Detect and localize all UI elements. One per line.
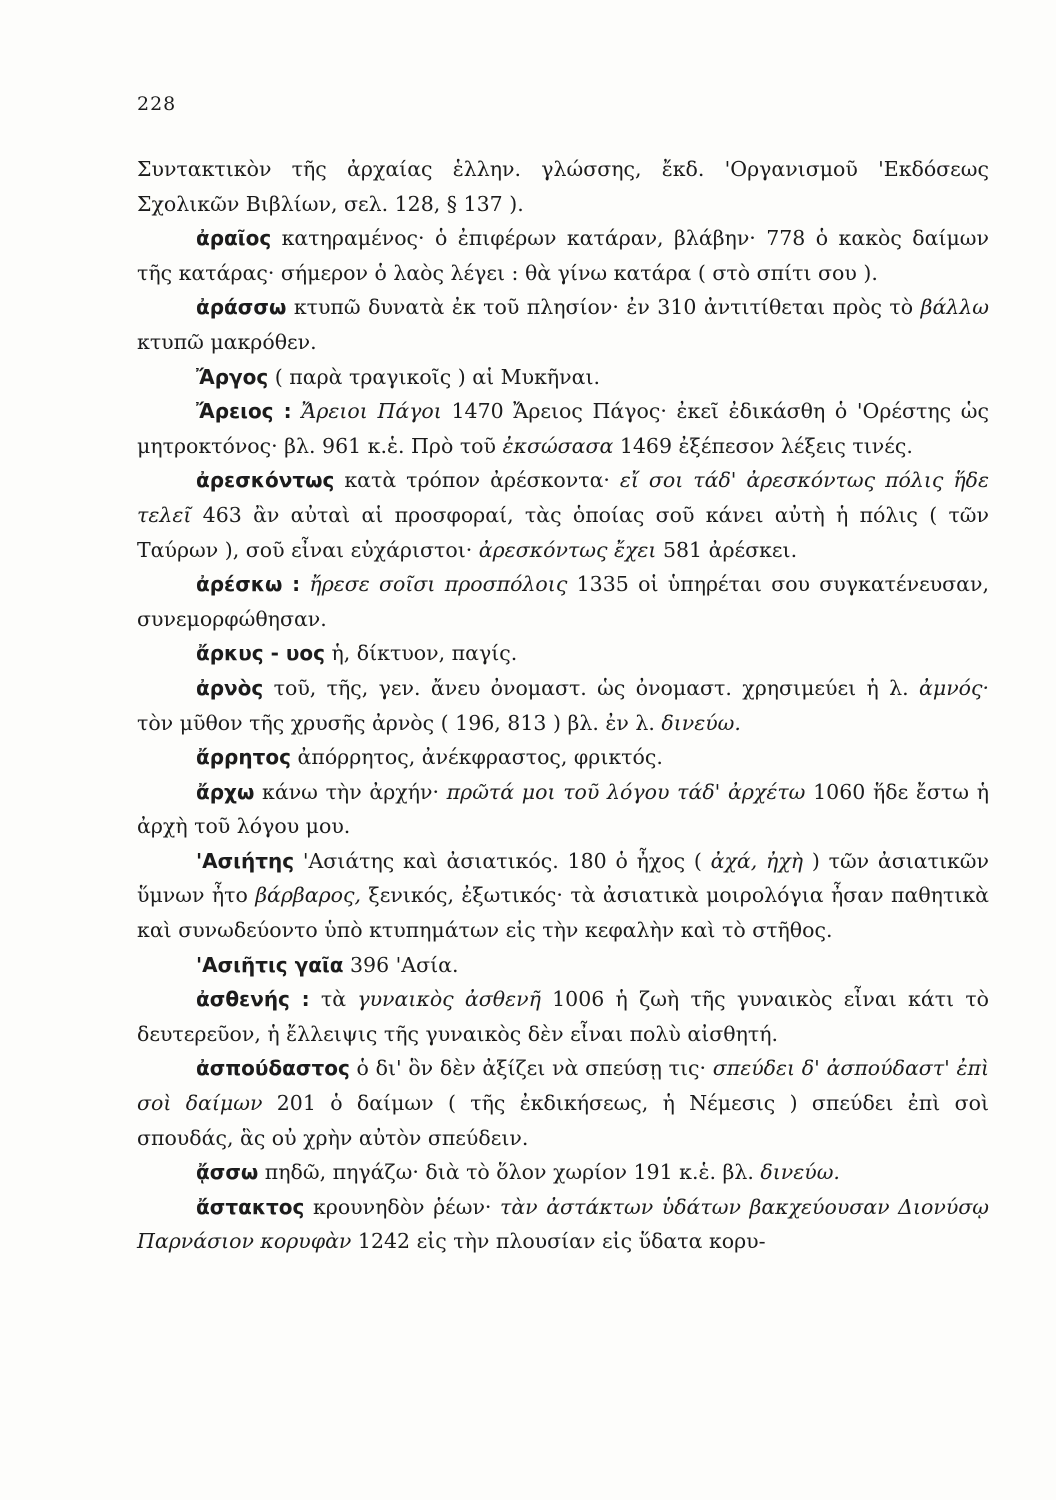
definition-text: ἀπόρρητος, ἀνέκφραστος, φρικτός. bbox=[290, 745, 663, 770]
quotation: ἀχά, ἠχὴ bbox=[710, 848, 804, 873]
headword: ἄρκυς - υος bbox=[196, 641, 325, 666]
definition-text: κατὰ τρόπον ἀρέσκοντα· bbox=[334, 468, 620, 493]
headword: ἀρνὸς bbox=[196, 675, 264, 700]
quotation: ἤρεσε σοῖσι προσπόλοις bbox=[309, 572, 568, 597]
quotation: ἀμνός· bbox=[919, 675, 989, 700]
definition-text: κρουνηδὸν ῥέων· bbox=[304, 1194, 500, 1219]
headword: 'Ασιήτης bbox=[196, 848, 295, 873]
headword: ἀσθενής : bbox=[196, 987, 310, 1012]
definition-text: 'Ασιάτης καὶ ἀσιατικός. 180 ὁ ἦχος ( bbox=[294, 848, 711, 873]
dictionary-entry bbox=[137, 1051, 989, 1155]
definition-text: ( παρὰ τραγικοῖς ) αἱ Μυκῆναι. bbox=[268, 364, 601, 389]
definition-text: 1335 οἱ ὑπηρέται σου συγκατένευσαν, συνεμορφώθησαν. bbox=[137, 572, 989, 631]
headword: ἀρέσκω : bbox=[196, 572, 301, 597]
definition-text: κάνω τὴν ἀρχήν· bbox=[254, 779, 447, 804]
dictionary-entry bbox=[137, 775, 989, 844]
dictionary-entry bbox=[137, 948, 989, 983]
dictionary-entry bbox=[137, 740, 989, 775]
definition-text: ξενικός, ἐξωτικός· τὰ ἀσιατικὰ μοιρολόγια ἦσαν παθητικὰ καὶ συνωδεύοντο ὑπὸ κτυπημάτων εἰς τὴν κεφαλὴν καὶ τὸ στῆθος. bbox=[137, 883, 989, 943]
continuation-paragraph bbox=[137, 152, 989, 221]
headword: ἀρεσκόντως bbox=[196, 468, 335, 493]
quotation: δινεύω. bbox=[661, 710, 741, 735]
quotation: βάρβαρος, bbox=[255, 883, 362, 908]
definition-text: κτυπῶ δυνατὰ ἐκ τοῦ πλησίον· ἐν 310 ἀντιτίθεται πρὸς τὸ bbox=[286, 295, 921, 320]
quotation: ἀρεσκόντως ἔχει bbox=[478, 537, 657, 562]
headword: ἀραῖος bbox=[196, 226, 272, 251]
dictionary-entry bbox=[137, 394, 989, 463]
quotation: πρῶτά μοι τοῦ λόγου τάδ' ἀρχέτω bbox=[446, 779, 806, 804]
definition-text: 396 'Ασία. bbox=[343, 952, 459, 977]
definition-text: 1469 ἐξέπεσον λέξεις τινές. bbox=[613, 433, 913, 458]
definition-text: ἡ, δίκτυον, παγίς. bbox=[324, 641, 518, 666]
quotation: Ἄρειοι Πάγοι bbox=[301, 399, 442, 424]
definition-text: 1006 ἡ ζωὴ τῆς γυναικὸς εἶναι κάτι τὸ δευτερεῦον, ἡ ἔλλειψις τῆς γυναικὸς δὲν εἶναι πολὺ αἰσθητή. bbox=[137, 987, 990, 1046]
definition-text: ) τῶν ἀσιατικῶν ὕμνων ἦτο bbox=[137, 848, 989, 908]
definition-text: ὁ δι' ὃν δὲν ἀξίζει νὰ σπεύσῃ τις· bbox=[349, 1056, 713, 1081]
dictionary-entry bbox=[137, 1190, 989, 1259]
definition-text: 201 ὁ δαίμων ( τῆς ἐκδικήσεως, ἡ Νέμεσις ) σπεύδει ἐπὶ σοὶ σπουδάς, ἃς οὐ χρὴν αὐτὸν σπεύδειν. bbox=[137, 1091, 989, 1150]
headword: ἀσπούδαστος bbox=[196, 1056, 350, 1081]
headword: ᾄσσω bbox=[196, 1160, 259, 1185]
definition-text: κτυπῶ μακρόθεν. bbox=[137, 329, 317, 354]
dictionary-entry bbox=[137, 982, 989, 1051]
dictionary-entry bbox=[137, 221, 989, 290]
quotation: τὰν ἀστάκτων ὑδάτων βακχεύουσαν Διονύσῳ Παρνάσιον κορυφὰν bbox=[137, 1194, 989, 1254]
headword: 'Ασιῆτις γαῖα bbox=[196, 952, 344, 977]
dictionary-entry bbox=[137, 567, 989, 636]
quotation: ἐκσώσασα bbox=[502, 433, 614, 458]
dictionary-entries bbox=[137, 152, 989, 1259]
headword: ἄρρητος bbox=[196, 745, 291, 770]
definition-text bbox=[292, 399, 302, 423]
dictionary-entry bbox=[137, 671, 989, 740]
dictionary-entry bbox=[137, 360, 989, 395]
definition-text: 1060 ἥδε ἔστω ἡ ἀρχὴ τοῦ λόγου μου. bbox=[137, 779, 989, 839]
quotation: σπεύδει δ' ἀσπούδαστ' ἐπὶ σοὶ δαίμων bbox=[137, 1056, 989, 1116]
definition-text: τὰ bbox=[309, 987, 358, 1012]
headword: ἀράσσω bbox=[196, 295, 287, 320]
headword: ἄστακτος bbox=[196, 1194, 305, 1219]
definition-text: πηδῶ, πηγάζω· διὰ τὸ ὅλον χωρίον 191 κ.ἑ. βλ. bbox=[258, 1160, 761, 1185]
headword: ἄρχω bbox=[196, 779, 255, 804]
dictionary-entry bbox=[137, 1155, 989, 1190]
definition-text: 463 ἂν αὐταὶ αἱ προσφοραί, τὰς ὁποίας σοῦ κάνει αὐτὴ ἡ πόλις ( τῶν Ταύρων ), σοῦ εἶναι εὐχάριστοι· bbox=[137, 502, 989, 562]
dictionary-entry bbox=[137, 636, 989, 671]
quotation: δινεύω. bbox=[760, 1160, 840, 1185]
definition-text: Συντακτικὸν τῆς ἀρχαίας ἑλλην. γλώσσης, ἔκδ. 'Οργανισμοῦ 'Εκδόσεως Σχολικῶν Βιβλίων, σελ. 128, § 137 ). bbox=[137, 157, 989, 216]
headword: Ἄργος bbox=[196, 364, 269, 389]
definition-text: τοῦ, τῆς, γεν. ἄνευ ὀνομαστ. ὡς ὀνομαστ. χρησιμεύει ἡ λ. bbox=[263, 675, 920, 700]
page-number: 228 bbox=[137, 93, 177, 115]
dictionary-entry bbox=[137, 290, 989, 359]
dictionary-entry bbox=[137, 844, 989, 948]
definition-text: κατηραμένος· ὁ ἐπιφέρων κατάραν, βλάβην· 778 ὁ κακὸς δαίμων τῆς κατάρας· σήμερον ὁ λαὸς λέγει : θὰ γίνω κατάρα ( στὸ σπίτι σου ). bbox=[137, 226, 989, 285]
definition-text: 1470 Ἄρειος Πάγος· ἐκεῖ ἐδικάσθη ὁ 'Ορέστης ὡς μητροκτόνος· βλ. 961 κ.ἑ. Πρὸ τοῦ bbox=[137, 399, 989, 458]
headword: Ἄρειος : bbox=[196, 399, 292, 424]
quotation: βάλλω bbox=[920, 295, 989, 320]
definition-text: 581 ἀρέσκει. bbox=[656, 537, 798, 562]
definition-text: 1242 εἰς τὴν πλουσίαν εἰς ὕδατα κορυ- bbox=[351, 1229, 766, 1254]
definition-text: τὸν μῦθον τῆς χρυσῆς ἀρνὸς ( 196, 813 ) βλ. ἐν λ. bbox=[137, 710, 662, 735]
quotation: εἴ σοι τάδ' ἀρεσκόντως πόλις ἥδε τελεῖ bbox=[137, 468, 989, 527]
dictionary-entry bbox=[137, 463, 989, 567]
quotation: γυναικὸς ἀσθενῆ bbox=[357, 987, 541, 1012]
